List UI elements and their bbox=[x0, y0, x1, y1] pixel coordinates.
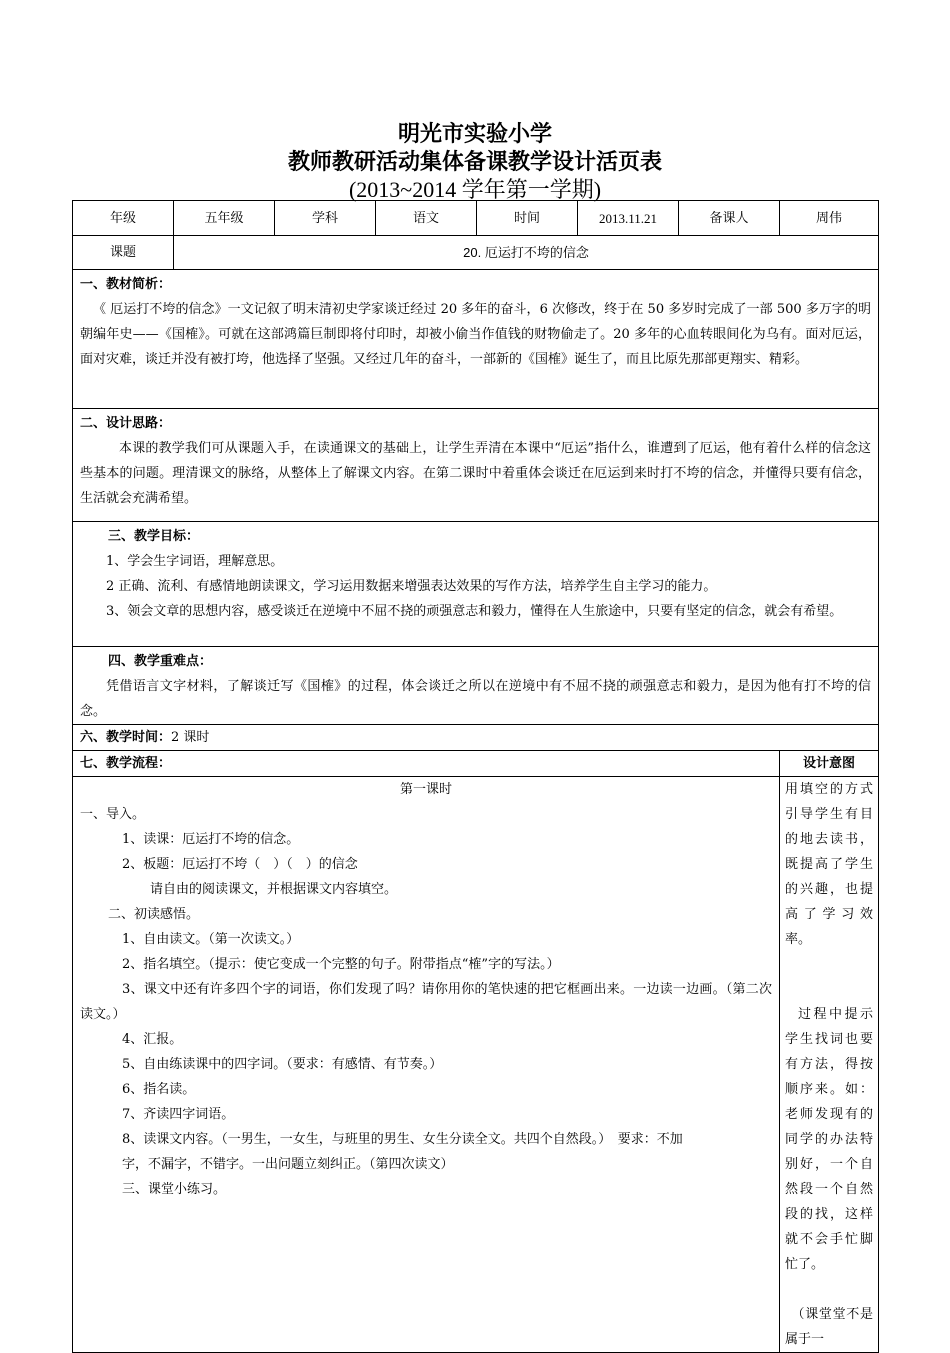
page-header bbox=[0, 120, 950, 204]
section-goals bbox=[73, 522, 879, 647]
flow-line: 字，不漏字，不错字。一出问题立刻纠正。（第四次读文） bbox=[122, 1157, 454, 1172]
flow-line: 4、汇报。 bbox=[122, 1032, 183, 1047]
section6-title: 六、教学时间： bbox=[80, 730, 172, 745]
flow-line: 1、自由读文。（第一次读文。） bbox=[122, 932, 300, 947]
preparer-value: 周伟 bbox=[780, 201, 879, 236]
time-label: 时间 bbox=[477, 201, 578, 236]
preparer-label: 备课人 bbox=[679, 201, 780, 236]
section1-title: 一、教材简析： bbox=[80, 277, 172, 292]
lesson-label: 第一课时 bbox=[400, 782, 453, 797]
section2-text: 本课的教学我们可从课题入手，在读通课文的基础上，让学生弄清在本课中“厄运”指什么，谁遭到了厄运，他有着什么样的信念这些基本的问题。理清课文的脉络，从整体上了解课文内容。在第二课时中着重体会谈迁在厄运到来时打不垮的信念，并懂得只要有信念，生活就会充满希望。 bbox=[80, 441, 872, 506]
section3-title: 三、教学目标： bbox=[108, 529, 200, 544]
flow-line: 一、导入。 bbox=[80, 807, 146, 822]
flow-body-row bbox=[73, 777, 879, 1353]
goal-item: 1、学会生字词语，理解意思。 bbox=[106, 554, 284, 569]
lesson-plan-table bbox=[72, 200, 878, 1353]
topic-value: 20. 厄运打不垮的信念 bbox=[174, 236, 879, 270]
subject-value: 语文 bbox=[376, 201, 477, 236]
term-line: (2013~2014 学年第一学期) bbox=[348, 177, 602, 202]
grade-value: 五年级 bbox=[174, 201, 275, 236]
section7-title: 七、教学流程： bbox=[73, 751, 780, 777]
goal-item: 2 正确、流利、有感情地朗读课文，学习运用数据来增强表达效果的写作方法，培养学生自主学习的能力。 bbox=[106, 579, 717, 594]
flow-line: 2、板题：厄运打不垮（ ）（ ）的信念 bbox=[122, 857, 358, 872]
section4-text: 凭借语言文字材料，了解谈迁写《国榷》的过程，体会谈迁之所以在逆境中有不屈不挠的顽强意志和毅力，是因为他有打不垮的信念。 bbox=[80, 679, 872, 719]
info-row bbox=[73, 201, 879, 236]
flow-line: 二、初读感悟。 bbox=[108, 907, 200, 922]
section6-value: 2 课时 bbox=[171, 730, 210, 745]
section4-title: 四、教学重难点： bbox=[108, 654, 213, 669]
section-textbook bbox=[73, 270, 879, 409]
school-name: 明光市实验小学 bbox=[397, 121, 552, 147]
flow-line: 1、读课：厄运打不垮的信念。 bbox=[122, 832, 300, 847]
flow-line: 8、读课文内容。（一男生，一女生，与班里的男生、女生分读全文。共四个自然段。） 要求：不加 bbox=[122, 1132, 683, 1147]
intent-note: 过程中提示学生找词也要有方法，得按顺序来。如：老师发现有的同学的办法特别好，一个自然段一个自然段的找，这样就不会手忙脚忙了。 bbox=[785, 1007, 874, 1272]
intent-note: （课堂堂不是属于一 bbox=[785, 1307, 874, 1347]
flow-header-row bbox=[73, 751, 879, 777]
section1-text: 《 厄运打不垮的信念》一文记叙了明末清初史学家谈迁经过 20 多年的奋斗，6 次修改，终于在 50 多岁时完成了一部 500 多万字的明朝编年史——《国榷》。可就在这部鸿篇巨制即将付印时，却被小偷当作值钱的财物偷走了。20 多年的心血转眼间化为乌有。面对厄运，面对灾难，谈迁并没有被打垮，他选择了坚强。又经过几年的奋斗，一部新的《国榷》诞生了，而且比原先那部更翔实、精彩。 bbox=[80, 302, 872, 367]
time-value: 2013.11.21 bbox=[578, 201, 679, 236]
section-keypoints bbox=[73, 647, 879, 725]
form-title: 教师教研活动集体备课教学设计活页表 bbox=[287, 149, 662, 175]
flow-line: 三、课堂小练习。 bbox=[122, 1182, 227, 1197]
topic-row bbox=[73, 236, 879, 270]
flow-line: 7、齐读四字词语。 bbox=[122, 1107, 235, 1122]
grade-label: 年级 bbox=[73, 201, 174, 236]
subject-label: 学科 bbox=[275, 201, 376, 236]
flow-line: 6、指名读。 bbox=[122, 1082, 196, 1097]
intent-note: 用填空的方式引导学生有目的地去读书，既提高了学生的兴趣，也提高了学习效率。 bbox=[785, 782, 874, 947]
flow-line: 2、指名填空。（提示：使它变成一个完整的句子。附带指点“榷”字的写法。） bbox=[122, 957, 560, 972]
intent-title: 设计意图 bbox=[780, 751, 879, 777]
flow-line: 5、自由练读课中的四字词。（要求：有感情、有节奏。） bbox=[122, 1057, 443, 1072]
section2-title: 二、设计思路： bbox=[80, 416, 172, 431]
section-time bbox=[73, 725, 879, 751]
goal-item: 3、领会文章的思想内容，感受谈迁在逆境中不屈不挠的顽强意志和毅力，懂得在人生旅途中，只要有坚定的信念，就会有希望。 bbox=[106, 604, 843, 619]
flow-line: 请自由的阅读课文，并根据课文内容填空。 bbox=[150, 882, 398, 897]
topic-label: 课题 bbox=[73, 236, 174, 270]
section-design bbox=[73, 409, 879, 522]
flow-line: 3、课文中还有许多四个字的词语，你们发现了吗？请你用你的笔快速的把它框画出来。一边读一边画。（第二次读文。） bbox=[80, 982, 773, 1022]
